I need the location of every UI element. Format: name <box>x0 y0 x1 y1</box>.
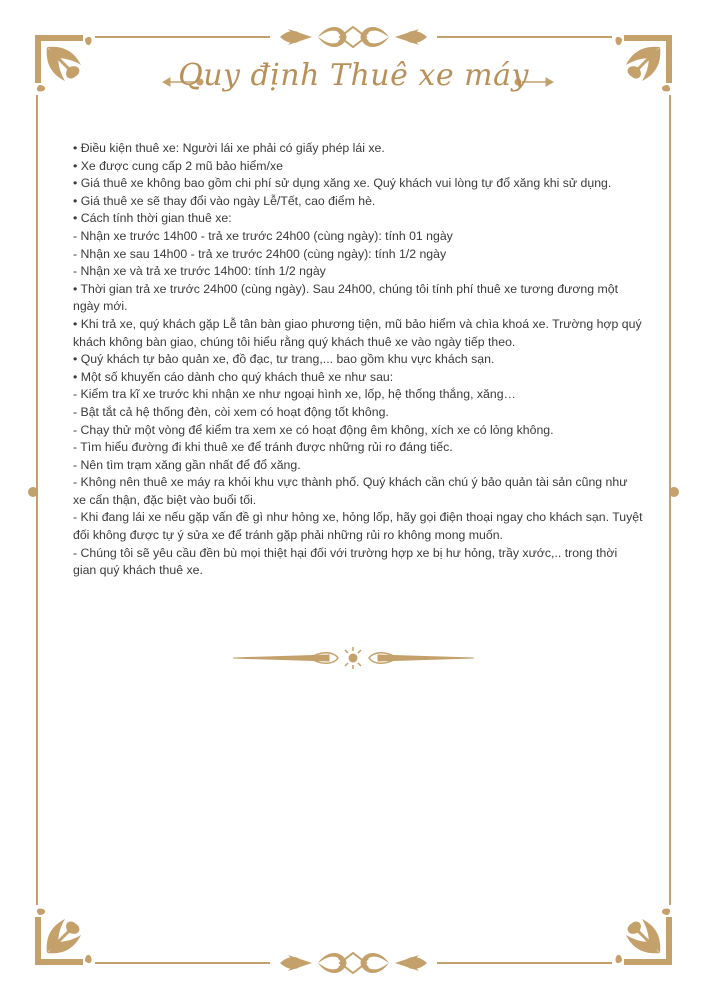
divider-ornament <box>233 647 474 669</box>
rules-content <box>73 140 643 580</box>
rule-line: - Chúng tôi sẽ yêu cầu đền bù mọi thiệt hại đối với trường hợp xe bị hư hỏng, trầy xước,.. trong thời gian quý khách thuê xe. <box>73 545 618 578</box>
rule-line: - Bật tắt cả hệ thống đèn, còi xem có hoạt động tốt không. <box>73 404 389 419</box>
left-dot-ornament <box>28 487 38 497</box>
rule-line: • Xe được cung cấp 2 mũ bảo hiểm/xe <box>73 158 283 173</box>
top-center-ornament <box>280 27 427 47</box>
page-title: Quy định Thuê xe máy <box>178 58 529 93</box>
rule-line: - Nhận xe sau 14h00 - trả xe trước 24h00 (cùng ngày): tính 1/2 ngày <box>73 246 447 261</box>
right-dot-ornament <box>669 487 679 497</box>
rule-line: • Cách tính thời gian thuê xe: <box>73 211 232 226</box>
rule-line: • Quý khách tự bảo quản xe, đồ đạc, tư trang,... bao gồm khu vực khách sạn. <box>73 352 495 367</box>
rule-line: • Một số khuyến cáo dành cho quý khách thuê xe như sau: <box>73 369 394 384</box>
rule-line: - Không nên thuê xe máy ra khỏi khu vực thành phố. Quý khách cần chú ý bảo quản tài sản cũng như xe cẩn thận, đặc biệt vào buổi tối. <box>73 475 628 507</box>
corner-ornament-bottom-left <box>35 908 92 965</box>
rule-line: • Giá thuê xe không bao gồm chi phí sử dụng xăng xe. Quý khách vui lòng tự đổ xăng khi sử dụng. <box>73 176 612 191</box>
rule-line: • Thời gian trả xe trước 24h00 (cùng ngày). Sau 24h00, chúng tôi tính phí thuê xe tương đương một ngày mới. <box>73 281 619 314</box>
rule-line: - Kiểm tra kĩ xe trước khi nhận xe như ngoại hình xe, lốp, hệ thống thắng, xăng… <box>73 387 516 402</box>
bottom-center-ornament <box>280 953 427 973</box>
corner-ornament-bottom-right <box>615 908 672 965</box>
rule-line: - Chạy thử một vòng để kiểm tra xem xe có hoạt động êm không, xích xe có lỏng không. <box>73 422 554 437</box>
rule-line: • Giá thuê xe sẽ thay đổi vào ngày Lễ/Tết, cao điểm hè. <box>73 193 376 208</box>
rule-line: • Điều kiện thuê xe: Người lái xe phải có giấy phép lái xe. <box>73 141 385 155</box>
rule-line: - Khi đang lái xe nếu gặp vấn đề gì như hỏng xe, hỏng lốp, hãy gọi điện thoại ngay cho khách sạn. Tuyệt đối không được tự ý sửa xe để tránh gặp phải những rủi ro không mong muốn. <box>73 510 643 543</box>
rule-line: - Nhận xe trước 14h00 - trả xe trước 24h00 (cùng ngày): tính 01 ngày <box>73 228 453 243</box>
rule-line: - Tìm hiểu đường đi khi thuê xe để tránh được những rủi ro đáng tiếc. <box>73 440 453 455</box>
rule-line: - Nhận xe và trả xe trước 14h00: tính 1/2 ngày <box>73 264 326 279</box>
rule-line: - Nên tìm trạm xăng gần nhất để đổ xăng. <box>73 457 301 472</box>
rule-line: • Khi trả xe, quý khách gặp Lễ tân bàn giao phương tiện, mũ bảo hiểm và chìa khoá xe. Trường hợp quý khách không bàn giao, chúng tôi hiểu rằng quý khách thuê xe vào ngày tiếp theo. <box>73 316 642 349</box>
